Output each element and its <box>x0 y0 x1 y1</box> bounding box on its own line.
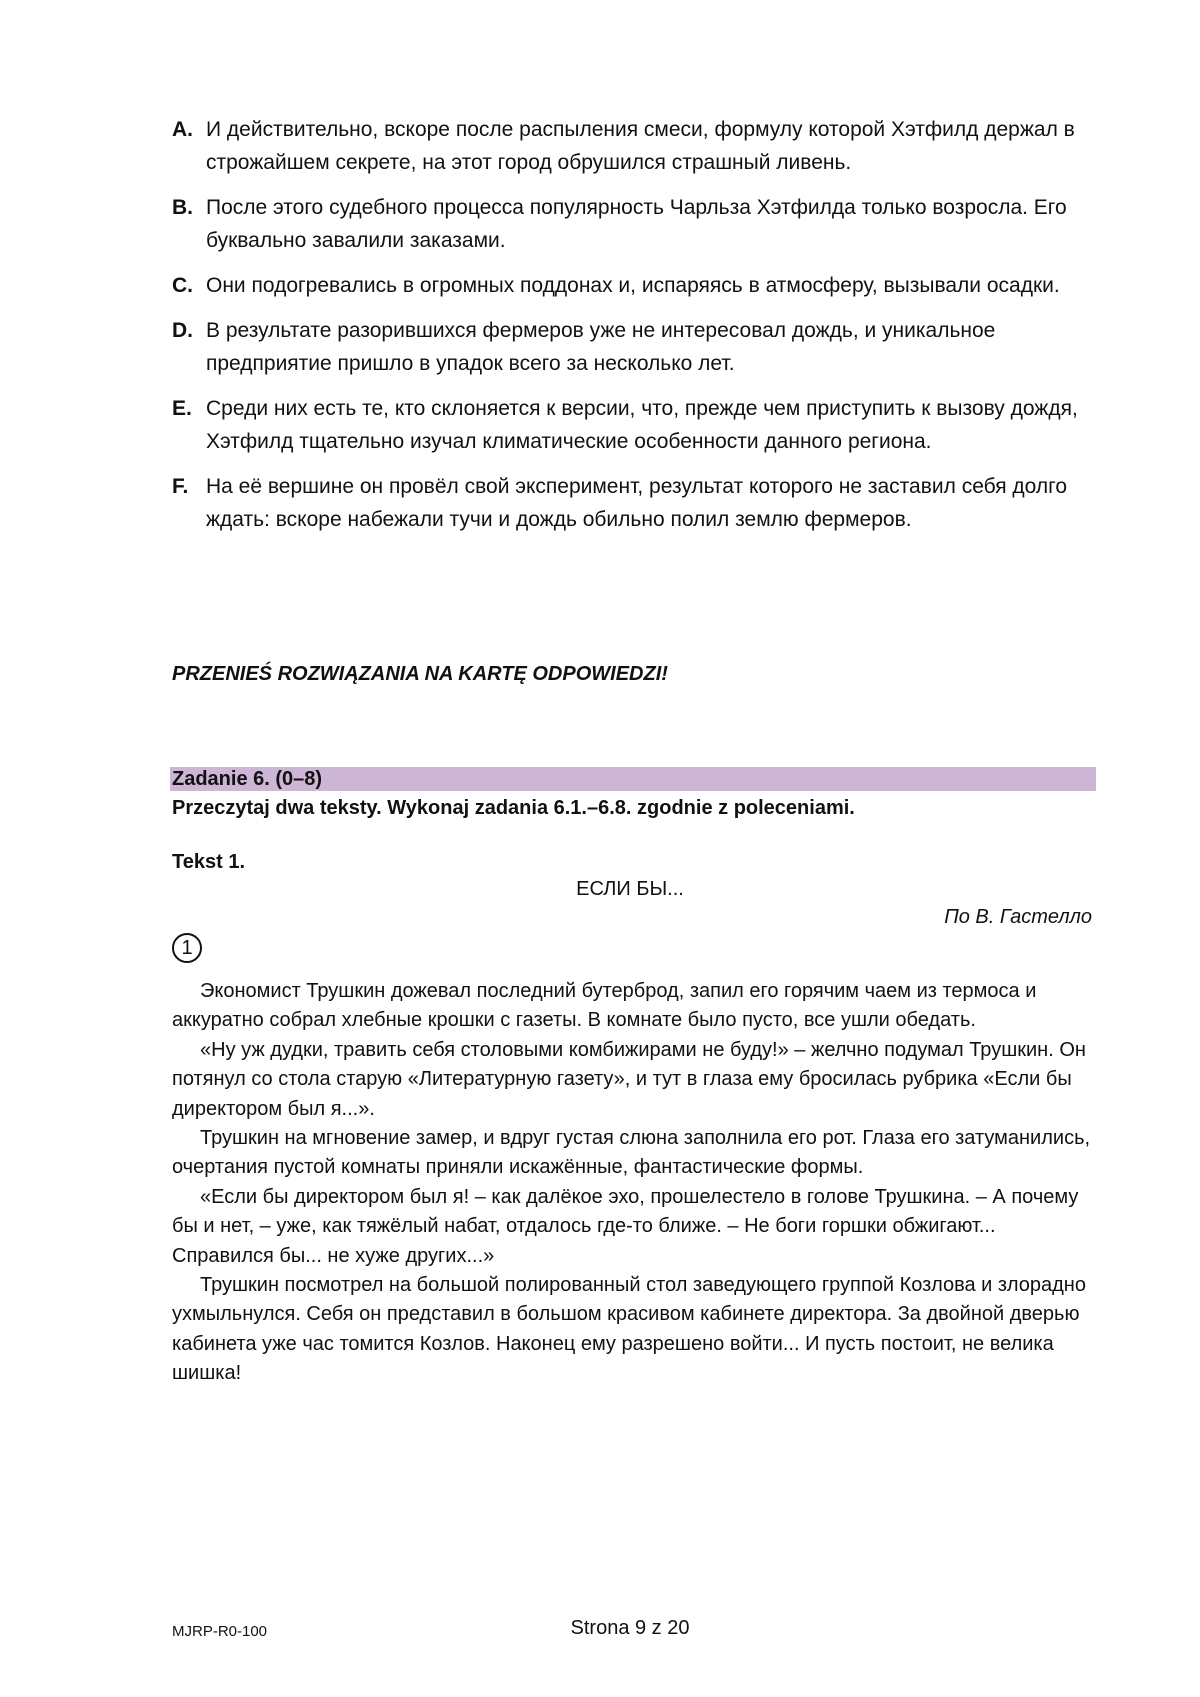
story-text <box>172 977 1098 1389</box>
option-c <box>172 269 1102 302</box>
option-text: На её вершине он провёл свой эксперимент, результат которого не заставил себя долго ждать: вскоре набежали тучи и дождь обильно полил землю фермеров. <box>206 475 1068 531</box>
exam-code: MJRP-R0-100 <box>172 1623 268 1640</box>
option-e <box>172 392 1102 458</box>
option-text: После этого судебного процесса популярность Чарльза Хэтфилда только возросла. Его буквально завалили заказами. <box>206 196 1067 252</box>
story-paragraph: Трушкин посмотрел на большой полированный стол заведующего группой Козлова и злорадно ухмыльнулся. Себя он представил в большом красивом кабинете директора. За двойной дверью кабинета уже час томится Козлов. Наконец ему разрешено войти... И пусть постоит, не велика шишка! <box>172 1274 1086 1385</box>
option-letter: E. <box>172 397 192 420</box>
option-letter: A. <box>172 118 193 141</box>
option-d <box>172 314 1102 380</box>
transfer-answers-notice: PRZENIEŚ ROZWIĄZANIA NA KARTĘ ODPOWIEDZI! <box>172 663 668 685</box>
option-a <box>172 113 1102 179</box>
answer-options-list <box>172 113 1102 548</box>
story-author: По В. Гастелло <box>944 906 1092 928</box>
story-paragraph: Трушкин на мгновение замер, и вдруг густая слюна заполнила его рот. Глаза его затуманились, очертания пустой комнаты приняли искажённые, фантастические формы. <box>172 1127 1091 1179</box>
section-number-marker: 1 <box>172 933 202 963</box>
story-paragraph: «Ну уж дудки, травить себя столовыми комбижирами не буду!» – желчно подумал Трушкин. Он потянул со стола старую «Литературную газету», и тут в глаза ему бросилась рубрика «Если бы директором был я...». <box>172 1038 1086 1120</box>
story-paragraph: Экономист Трушкин дожевал последний бутерброд, запил его горячим чаем из термоса и аккуратно собрал хлебные крошки с газеты. В комнате было пусто, все ушли обедать. <box>172 980 1037 1032</box>
option-b <box>172 191 1102 257</box>
option-text: И действительно, вскоре после распыления смеси, формулу которой Хэтфилд держал в строжайшем секрете, на этот город обрушился страшный ливень. <box>206 118 1075 174</box>
option-letter: B. <box>172 196 193 219</box>
option-text: Они подогревались в огромных поддонах и, испаряясь в атмосферу, вызывали осадки. <box>206 274 1060 297</box>
option-text: Среди них есть те, кто склоняется к версии, что, прежде чем приступить к вызову дождя, Хэтфилд тщательно изучал климатические особенности данного региона. <box>206 397 1078 453</box>
page-number: Strona 9 z 20 <box>570 1617 690 1639</box>
option-letter: C. <box>172 274 193 297</box>
story-paragraph: «Если бы директором был я! – как далёкое эхо, прошелестело в голове Трушкина. – А почему бы и нет, – уже, как тяжёлый набат, отдалось где-то ближе. – Не боги горшки обжигают... Справился бы... не хуже других...» <box>172 1185 1079 1267</box>
task-header: Zadanie 6. (0–8) <box>170 767 1096 791</box>
option-f <box>172 470 1102 536</box>
option-text: В результате разорившихся фермеров уже не интересовал дождь, и уникальное предприятие пришло в упадок всего за несколько лет. <box>206 319 996 375</box>
story-title: ЕСЛИ БЫ... <box>576 878 684 900</box>
text-label: Tekst 1. <box>172 851 245 873</box>
option-letter: F. <box>172 475 189 498</box>
option-letter: D. <box>172 319 193 342</box>
task-instruction: Przeczytaj dwa teksty. Wykonaj zadania 6.1.–6.8. zgodnie z poleceniami. <box>172 797 855 819</box>
